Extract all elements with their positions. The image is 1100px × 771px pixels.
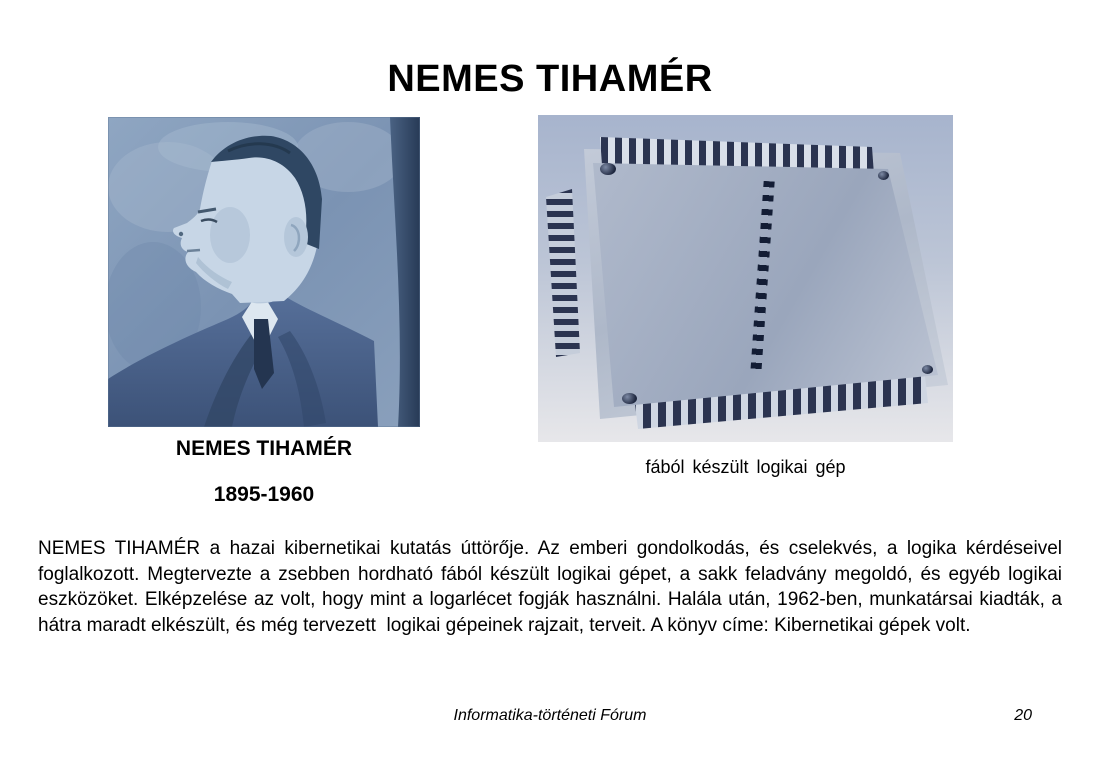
slide-title: NEMES TIHAMÉR bbox=[387, 58, 713, 100]
machine-screw bbox=[622, 393, 637, 404]
portrait-caption bbox=[108, 437, 420, 507]
logic-machine-photo bbox=[538, 115, 953, 442]
footer-page-number: 20 bbox=[1014, 707, 1032, 724]
portrait-photo bbox=[108, 117, 420, 427]
machine-screw bbox=[600, 163, 616, 175]
machine-caption: fából készült logikai gép bbox=[645, 457, 846, 477]
body-paragraph: NEMES TIHAMÉR a hazai kibernetikai kutatás úttörője. Az emberi gondolkodás, és cselekvés, a logika kérdéseivel foglalkozott. Megtervezte a zsebben hordható fából készült logikai gépet, a sakk feladvány megoldó, és egyéb logikai eszközöket. Elképzelése az volt, hogy mint a logarlécet fogják használni. Halála után, 1962-ben, munkatársai kiadták, a hátra maradt elkészült, és még tervezett logikai gépeinek rajzait, terveit. A könyv címe: Kibernetikai gépek volt. bbox=[38, 538, 1068, 636]
slide-footer bbox=[0, 707, 1100, 729]
machine-screw bbox=[922, 365, 933, 374]
footer-forum-title: Informatika-történeti Fórum bbox=[453, 707, 647, 724]
portrait-image bbox=[108, 117, 420, 427]
portrait-caption-years: 1895-1960 bbox=[213, 483, 315, 506]
portrait-caption-name: NEMES TIHAMÉR bbox=[175, 437, 353, 460]
machine-screw bbox=[878, 171, 889, 180]
